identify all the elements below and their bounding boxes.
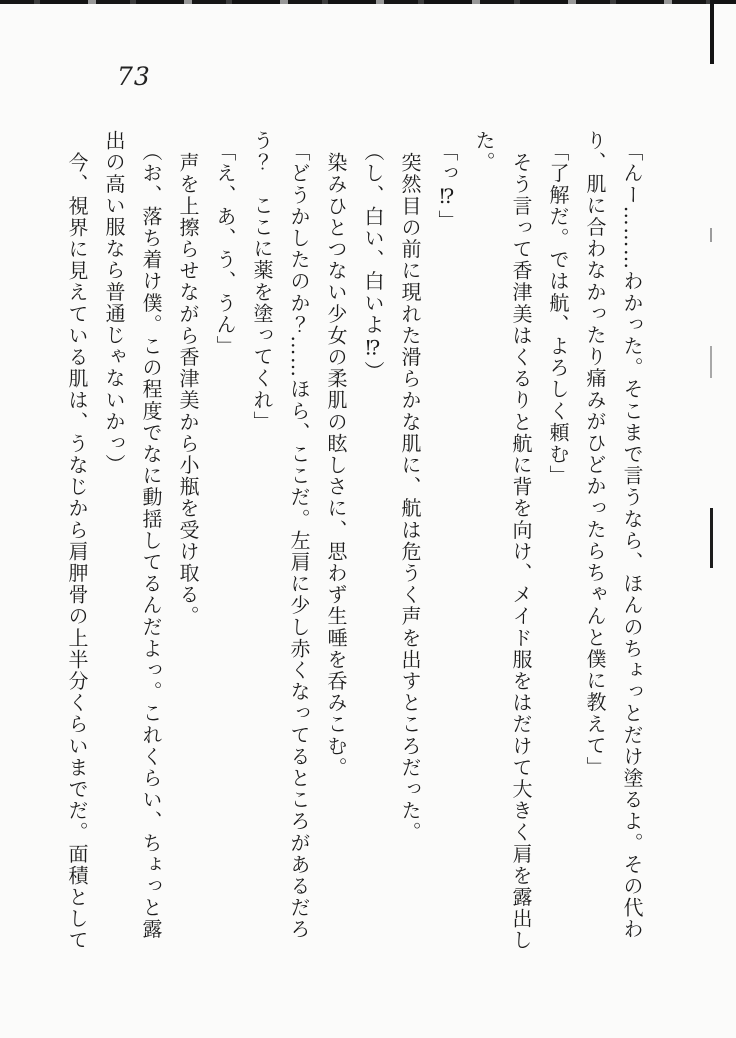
text-body	[58, 130, 650, 952]
scan-artifact-right-edge	[710, 228, 712, 242]
narration-line: 今、視界に見えている肌は、うなじから肩胛骨の上半分くらいまでだ。面積として	[65, 151, 89, 951]
scan-artifact-right-edge	[710, 0, 714, 64]
dialogue-line: 「どうかしたのか？……ほら、ここだ。左肩に少し赤くなってるところがあるだろう？ ここに薬を塗ってくれ」	[250, 130, 311, 940]
narration-line: 突然目の前に現れた滑らかな肌に、航は危うく声を出すところだった。	[398, 151, 422, 843]
scan-artifact-right-edge	[710, 508, 713, 568]
page-number: 73	[117, 62, 151, 91]
scan-artifact-top-edge	[0, 0, 736, 4]
thought-line: （お、落ち着け僕。この程度でなに動揺してるんだよっ。これくらい、ちょっと露出の高い服なら普通じゃないかっ）	[102, 130, 163, 940]
narration-line: そう言って香津美はくるりと航に背を向け、メイド服をはだけて大きく肩を露出した。	[472, 130, 533, 951]
scan-artifact-right-edge	[710, 346, 712, 378]
dialogue-line: 「了解だ。では航、よろしく頼む」	[546, 140, 570, 487]
narration-line: 声を上擦らせながら香津美から小瓶を受け取る。	[176, 151, 200, 627]
dialogue-line: 「え、あ、う、うん」	[213, 140, 237, 357]
narration-line: 染みひとつない少女の柔肌の眩しさに、思わず生唾を呑みこむ。	[324, 151, 348, 778]
dialogue-line: 「っ⁉」	[435, 140, 459, 232]
dialogue-line: 「んー………わかった。そこまで言うなら、ほんのちょっとだけ塗るよ。その代わり、肌に合わなかったり痛みがひどかったらちゃんと僕に教えて」	[583, 130, 644, 940]
thought-line: （し、白い、白いよ⁉）	[361, 140, 385, 383]
